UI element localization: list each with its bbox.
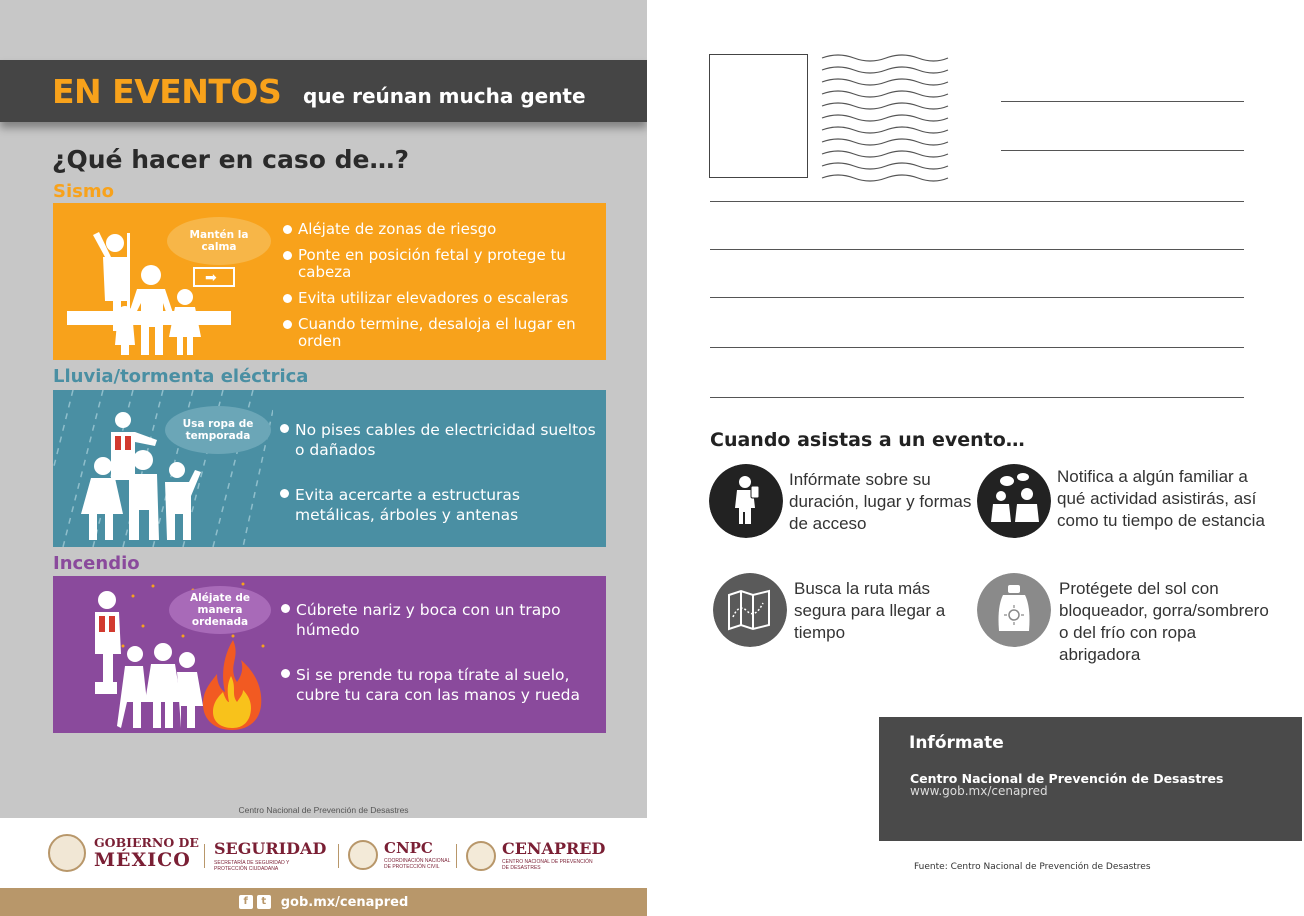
bullet-item: Cuando termine, desaloja el lugar en orden — [283, 316, 599, 350]
cenapred-seal-icon — [466, 841, 496, 871]
seguridad-logo — [214, 840, 326, 872]
cenapred-name: CENAPRED — [502, 839, 606, 858]
bullet-list-lluvia — [280, 420, 598, 525]
address-line — [710, 297, 1244, 298]
bullet-item: No pises cables de electricidad sueltos o dañados — [280, 420, 598, 460]
cnpc-name: CNPC — [384, 839, 433, 857]
map-icon — [713, 573, 787, 647]
address-line — [710, 347, 1244, 348]
logo-strip — [0, 818, 647, 888]
section-label-lluvia: Lluvia/tormenta eléctrica — [53, 366, 309, 387]
tip-text-3: Busca la ruta más segura para llegar a tiempo — [794, 579, 946, 642]
bottom-url[interactable]: gob.mx/cenapred — [280, 894, 409, 910]
source-note: Fuente: Centro Nacional de Prevención de Desastres — [914, 862, 1151, 872]
address-line — [710, 201, 1244, 202]
bullet-item: Cúbrete nariz y boca con un trapo húmedo — [281, 600, 599, 640]
stamp-box — [709, 54, 808, 178]
tip-bubble-incendio: Aléjate de manera ordenada — [169, 586, 271, 634]
logo-divider — [456, 844, 457, 868]
address-line — [710, 397, 1244, 398]
twitter-icon[interactable]: t — [257, 895, 271, 909]
address-line — [710, 249, 1244, 250]
section-box-sismo — [53, 203, 606, 360]
address-line — [1001, 101, 1244, 102]
seguridad-subtitle: SECRETARÍA DE SEGURIDAD Y PROTECCIÓN CIUDADANA — [214, 860, 290, 872]
tip-bubble-lluvia: Usa ropa de temporada — [165, 406, 271, 454]
cenapred-logo — [466, 840, 605, 871]
bullet-list-incendio — [281, 600, 599, 705]
title-main: EN EVENTOS — [52, 72, 282, 111]
cnpc-seal-icon — [348, 840, 378, 870]
section-label-sismo: Sismo — [53, 181, 114, 202]
gobierno-line-2: MÉXICO — [94, 849, 191, 871]
seguridad-name: SEGURIDAD — [214, 839, 327, 858]
tip-text-4: Protégete del sol con bloqueador, gorra/sombrero o del frío con ropa abrigadora — [1059, 579, 1269, 664]
arrow-right-icon: ➡ — [205, 269, 217, 285]
logo-divider — [338, 844, 339, 868]
bullet-item: Si se prende tu ropa tírate al suelo, cubre tu cara con las manos y rueda — [281, 665, 599, 705]
section-box-incendio — [53, 576, 606, 733]
facebook-icon[interactable]: f — [239, 895, 253, 909]
question-heading: ¿Qué hacer en caso de…? — [52, 145, 409, 174]
left-panel — [0, 0, 647, 916]
footer-credit: Centro Nacional de Prevención de Desastres — [238, 805, 409, 815]
info-box — [879, 717, 1302, 841]
phone-person-icon — [709, 464, 783, 538]
cenapred-subtitle: CENTRO NACIONAL DE PREVENCIÓN DE DESASTRES — [502, 859, 593, 871]
cnpc-subtitle: COORDINACIÓN NACIONAL DE PROTECCIÓN CIVIL — [384, 858, 451, 870]
section-box-lluvia — [53, 390, 606, 547]
national-seal-icon — [48, 834, 86, 872]
event-tips-heading: Cuando asistas a un evento… — [710, 429, 1025, 451]
gobierno-mexico-logo — [48, 834, 199, 872]
bottom-url-bar — [0, 888, 647, 916]
section-label-incendio: Incendio — [53, 553, 140, 574]
bullet-item: Evita acercarte a estructuras metálicas, árboles y antenas — [280, 485, 598, 525]
info-org-name: Centro Nacional de Prevención de Desastres — [910, 771, 1224, 786]
logo-divider — [204, 844, 205, 868]
bullet-item: Aléjate de zonas de riesgo — [283, 221, 599, 238]
title-banner — [0, 60, 647, 122]
postmark-waves-icon — [820, 52, 950, 184]
info-url-link[interactable]: www.gob.mx/cenapred — [910, 784, 1048, 798]
gobierno-line-1: GOBIERNO DE — [94, 835, 199, 850]
info-title: Infórmate — [909, 733, 1004, 753]
tip-text-1: Infórmate sobre su duración, lugar y formas de acceso — [789, 470, 972, 533]
bullet-list-sismo — [283, 221, 599, 350]
title-subtitle: que reúnan mucha gente — [303, 84, 586, 108]
bullet-item: Ponte en posición fetal y protege tu cabeza — [283, 247, 599, 281]
bullet-item: Evita utilizar elevadores o escaleras — [283, 290, 599, 307]
fire-flame-icon — [197, 636, 267, 732]
cnpc-logo — [348, 840, 454, 870]
address-line — [1001, 150, 1244, 151]
family-talk-icon — [977, 464, 1051, 538]
tip-bubble-sismo: Mantén la calma — [167, 217, 271, 265]
tip-text-2: Notifica a algún familiar a qué actividad asistirás, así como tu tiempo de estancia — [1057, 467, 1265, 530]
sunscreen-icon — [977, 573, 1051, 647]
